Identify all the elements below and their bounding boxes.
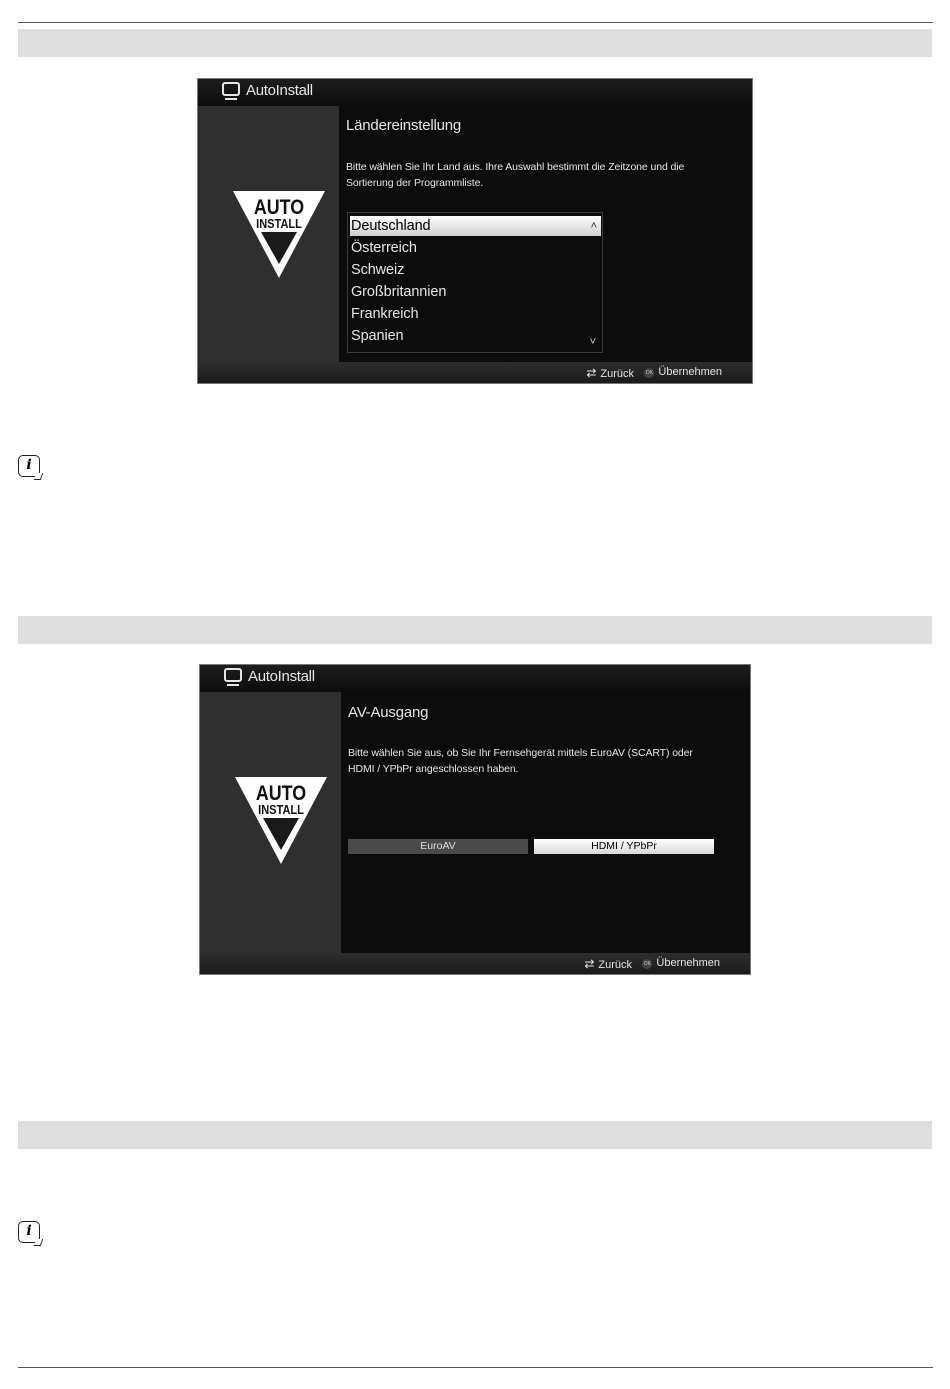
logo-text-install: INSTALL [258, 802, 304, 818]
logo-text-auto: AUTO [253, 195, 305, 220]
country-item[interactable] [350, 238, 601, 258]
country-item[interactable] [350, 304, 601, 324]
hdmi-ypbpr-option[interactable]: HDMI / YPbPr [534, 839, 714, 854]
screen-title-bar [198, 79, 752, 106]
screen-title: AutoInstall [246, 82, 313, 99]
screen-title-bar [200, 665, 750, 692]
country-item-label: Schweiz [351, 262, 405, 278]
side-panel [198, 106, 339, 362]
screen-title: AutoInstall [248, 668, 315, 685]
country-item[interactable] [350, 326, 601, 346]
country-item[interactable] [350, 216, 601, 236]
description-text: Bitte wählen Sie Ihr Land aus. Ihre Auswahl bestimmt die Zeitzone und die Sortierung der Programmliste. [346, 161, 685, 189]
tv-icon [224, 668, 242, 682]
hint-bar [198, 362, 752, 383]
swap-arrows-icon: ⇄ [584, 957, 595, 971]
country-item-label: Frankreich [351, 306, 419, 322]
description-text: Bitte wählen Sie aus, ob Sie Ihr Fernsehgerät mittels EuroAV (SCART) oder HDMI / YPbPr angeschlossen haben. [348, 747, 693, 775]
auto-install-logo [231, 188, 327, 280]
accept-hint-label: Übernehmen [658, 366, 722, 378]
info-icon: i [18, 1221, 40, 1243]
chevron-up-icon[interactable]: ˄ [590, 220, 597, 232]
swap-arrows-icon: ⇄ [586, 366, 597, 380]
country-item[interactable] [350, 282, 601, 302]
back-hint[interactable] [584, 957, 632, 971]
info-icon: i [18, 455, 40, 477]
euroav-option[interactable]: EuroAV [348, 839, 528, 854]
accept-hint[interactable] [644, 366, 722, 378]
tv-screen-av-output [199, 664, 751, 975]
country-item-label: Spanien [351, 328, 404, 344]
country-item-label: Großbritannien [351, 284, 447, 300]
ok-button-icon: OK [643, 961, 652, 967]
accept-hint[interactable] [642, 957, 720, 969]
section-band-2 [18, 616, 932, 644]
accept-hint-label: Übernehmen [656, 957, 720, 969]
top-rule [18, 22, 933, 23]
logo-text-install: INSTALL [256, 216, 302, 232]
back-hint-label: Zurück [598, 959, 632, 971]
page-heading: AV-Ausgang [348, 704, 429, 721]
country-item-label: Österreich [351, 240, 417, 256]
bottom-rule [18, 1367, 933, 1368]
side-panel [200, 692, 341, 953]
chevron-down-icon[interactable]: ˅ [589, 336, 596, 348]
tv-screen-country [197, 78, 753, 384]
logo-text-auto: AUTO [255, 781, 307, 806]
section-band-3 [18, 1121, 932, 1149]
auto-install-logo [233, 774, 329, 866]
hint-bar [200, 953, 750, 974]
section-band-1 [18, 29, 932, 57]
back-hint[interactable] [586, 366, 634, 380]
country-list[interactable] [347, 212, 603, 353]
back-hint-label: Zurück [600, 368, 634, 380]
page-heading: Ländereinstellung [346, 117, 462, 134]
country-item-label: Deutschland [351, 218, 431, 234]
ok-button-icon: OK [645, 370, 654, 376]
tv-icon [222, 82, 240, 96]
country-item[interactable] [350, 260, 601, 280]
